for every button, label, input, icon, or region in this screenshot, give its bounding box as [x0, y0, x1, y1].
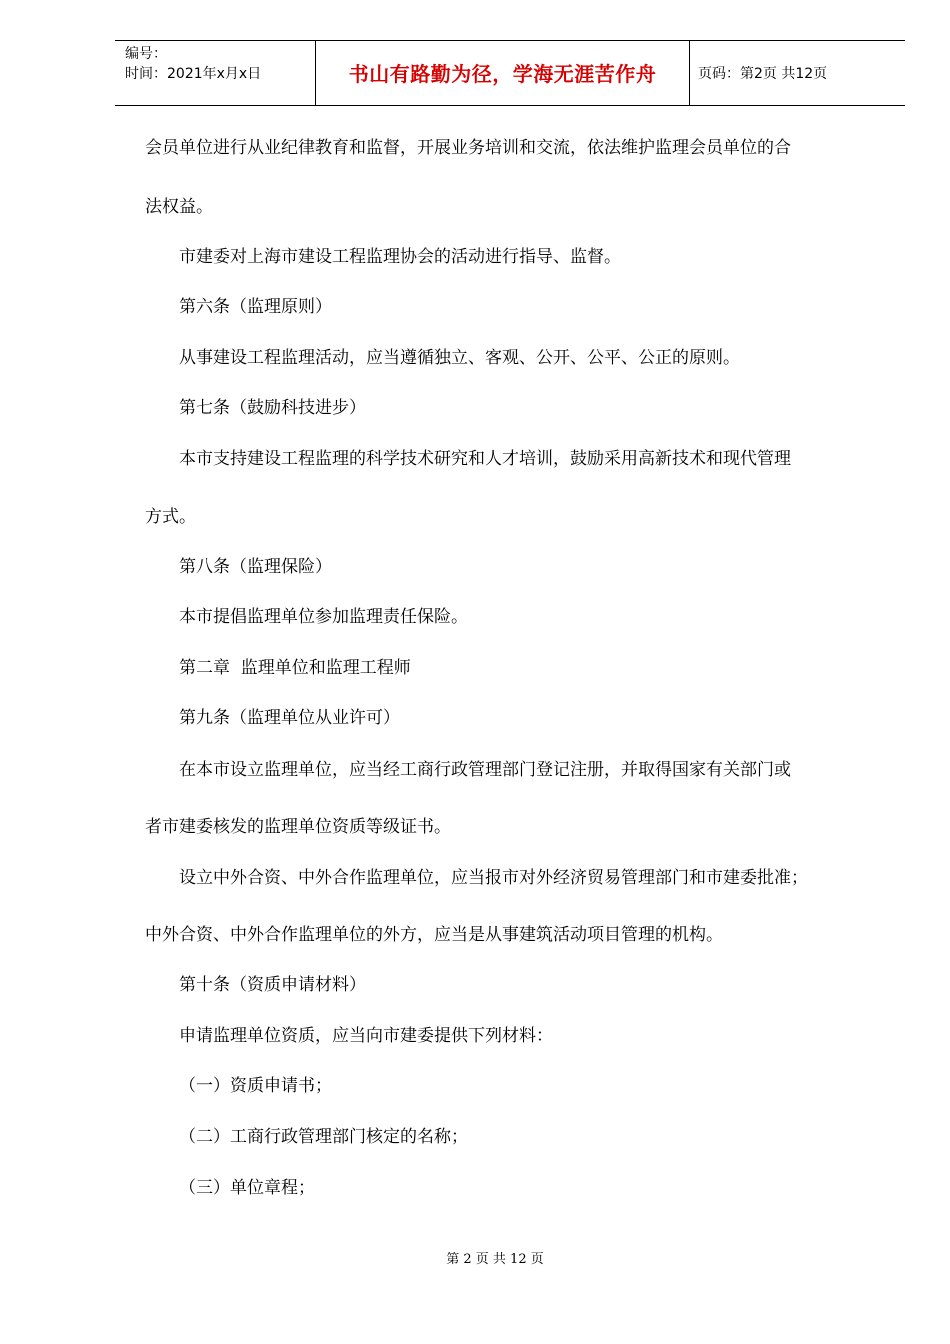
- list-item: （二）工商行政管理部门核定的名称；: [179, 1127, 468, 1147]
- paragraph-line: 本市提倡监理单位参加监理责任保险。: [179, 607, 468, 627]
- list-item: （一）资质申请书；: [179, 1076, 332, 1096]
- article-heading: 第七条（鼓励科技进步）: [179, 398, 366, 418]
- paragraph-line: 会员单位进行从业纪律教育和监督，开展业务培训和交流，依法维护监理会员单位的合: [145, 138, 791, 158]
- paragraph-line: 从事建设工程监理活动，应当遵循独立、客观、公开、公平、公正的原则。: [179, 348, 740, 368]
- paragraph-line: 法权益。: [145, 197, 213, 217]
- chapter-heading: 第二章 监理单位和监理工程师: [179, 658, 411, 678]
- page-footer: 第 2 页 共 12 页: [446, 1252, 544, 1267]
- paragraph-line: 在本市设立监理单位，应当经工商行政管理部门登记注册，并取得国家有关部门或: [179, 760, 791, 780]
- header-meta: [115, 41, 316, 105]
- list-item: （三）单位章程；: [179, 1178, 315, 1198]
- paragraph-line: 设立中外合资、中外合作监理单位，应当报市对外经济贸易管理部门和市建委批准；: [179, 868, 808, 888]
- article-heading: 第六条（监理原则）: [179, 297, 332, 317]
- header-motto: 书山有路勤为径，学海无涯苦作舟: [316, 41, 690, 105]
- article-heading: 第八条（监理保险）: [179, 557, 332, 577]
- page-header: [115, 40, 905, 106]
- paragraph-line: 市建委对上海市建设工程监理协会的活动进行指导、监督。: [179, 247, 621, 267]
- article-heading: 第九条（监理单位从业许可）: [179, 708, 400, 728]
- paragraph-line: 本市支持建设工程监理的科学技术研究和人才培训，鼓励采用高新技术和现代管理: [179, 449, 791, 469]
- header-page-info: 页码：第2页 共12页: [698, 66, 828, 82]
- document-number-label: 编号：: [125, 46, 167, 62]
- paragraph-line: 方式。: [145, 507, 196, 527]
- article-heading: 第十条（资质申请材料）: [179, 975, 366, 995]
- paragraph-line: 申请监理单位资质，应当向市建委提供下列材料：: [179, 1026, 553, 1046]
- paragraph-line: 中外合资、中外合作监理单位的外方，应当是从事建筑活动项目管理的机构。: [145, 925, 723, 945]
- document-time-label: 时间：2021年x月x日: [125, 66, 262, 82]
- paragraph-line: 者市建委核发的监理单位资质等级证书。: [145, 817, 451, 837]
